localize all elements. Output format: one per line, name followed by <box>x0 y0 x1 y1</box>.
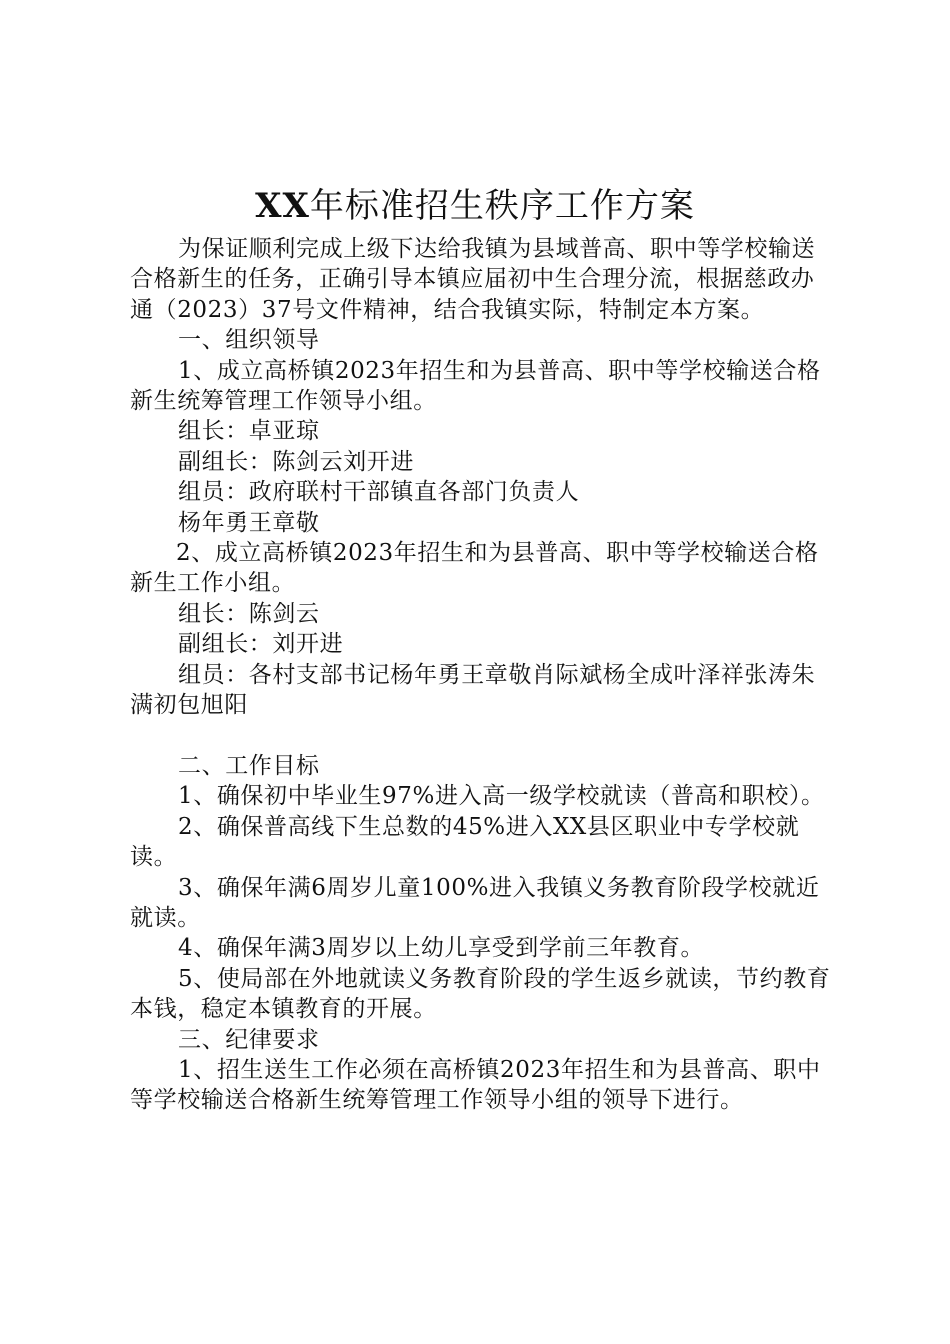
section-heading-organization: 一、组织领导 <box>178 327 320 354</box>
paragraph-group-leader: 组长：卓亚琼 <box>178 418 320 445</box>
intro-paragraph: 为保证顺利完成上级下达给我镇为县域普高、职中等学校输送合格新生的任务，正确引导本镇应届初中生合理分流，根据慈政办通（2023）37号文件精神，结合我镇实际，特制定本方案。 <box>130 236 816 323</box>
paragraph-working-leader: 组长：陈剑云 <box>178 600 320 627</box>
title-prefix: XX <box>255 186 310 226</box>
paragraph-members-names: 杨年勇王章敬 <box>178 509 320 536</box>
paragraph-working-members: 组员：各村支部书记杨年勇王章敬肖际斌杨全成叶泽祥张涛朱满初包旭阳 <box>130 661 816 719</box>
paragraph-members: 组员：政府联村干部镇直各部门负责人 <box>178 479 580 506</box>
paragraph-discipline-1: 1、招生送生工作必须在高桥镇2023年招生和为县普高、职中等学校输送合格新生统筹管理工作领导小组的领导下进行。 <box>130 1056 821 1114</box>
paragraph-working-group: 2、成立高桥镇2023年招生和为县普高、职中等学校输送合格新生工作小组。 <box>130 540 819 597</box>
paragraph-goal-5: 5、使局部在外地就读义务教育阶段的学生返乡就读，节约教育本钱，稳定本镇教育的开展。 <box>130 965 831 1023</box>
paragraph-goal-2: 2、确保普高线下生总数的45%进入XX县区职业中专学校就读。 <box>130 813 800 871</box>
document-body <box>130 234 836 1116</box>
blank-line <box>130 721 836 751</box>
document-title <box>0 182 950 230</box>
paragraph-deputy-leader: 副组长：陈剑云刘开进 <box>178 448 414 475</box>
paragraph-leading-group: 1、成立高桥镇2023年招生和为县普高、职中等学校输送合格新生统筹管理工作领导小组。 <box>130 357 821 415</box>
title-text: 年标准招生秩序工作方案 <box>309 186 695 226</box>
paragraph-goal-1: 1、确保初中毕业生97%进入高一级学校就读（普高和职校）。 <box>178 783 825 810</box>
paragraph-goal-4: 4、确保年满3周岁以上幼儿享受到学前三年教育。 <box>178 935 705 962</box>
paragraph-working-deputy: 副组长：刘开进 <box>178 631 344 658</box>
paragraph-goal-3: 3、确保年满6周岁儿童100%进入我镇义务教育阶段学校就近就读。 <box>130 874 820 931</box>
section-heading-discipline: 三、纪律要求 <box>178 1026 320 1053</box>
section-heading-goals: 二、工作目标 <box>178 752 320 779</box>
